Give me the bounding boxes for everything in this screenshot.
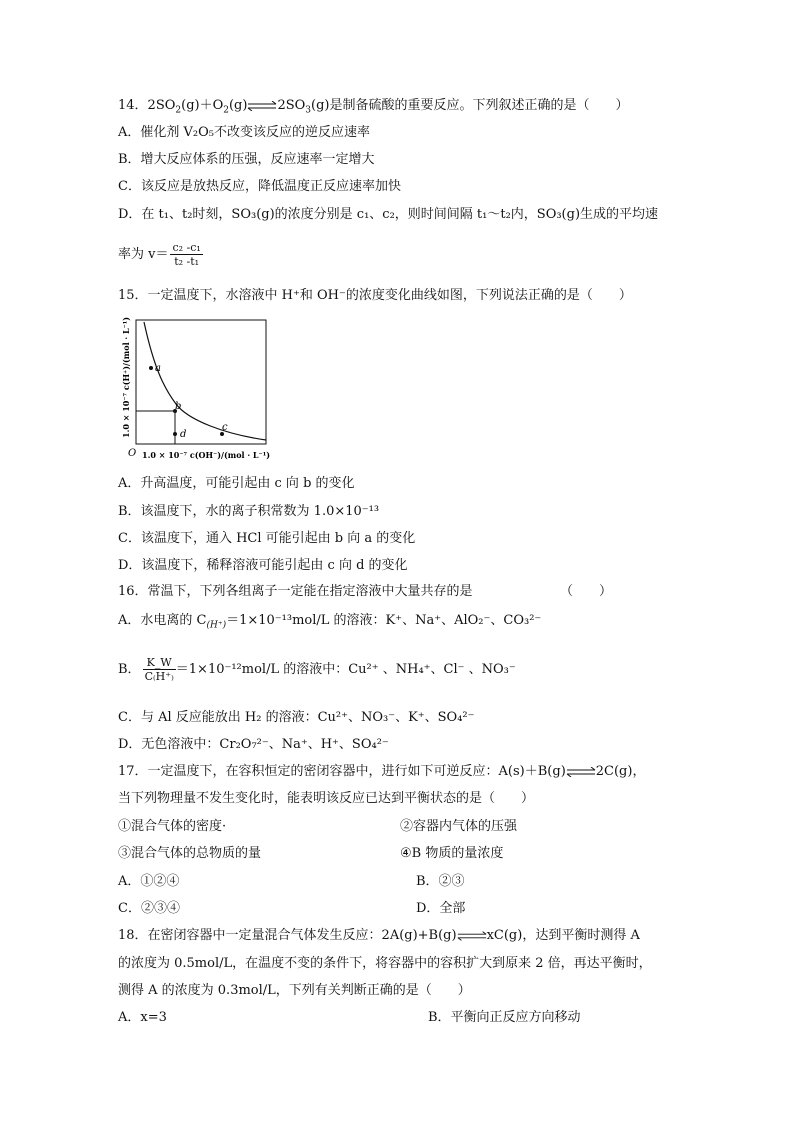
q17-stem-line2: 当下列物理量不发生变化时，能表明该反应已达到平衡状态的是（ ）	[118, 791, 535, 806]
q18-option-a: A．x=3	[118, 1010, 167, 1025]
q15-stem: 15．一定温度下，水溶液中 H⁺和 OH⁻的浓度变化曲线如图，下列说法正确的是（ ）	[118, 288, 632, 303]
q16-option-c: C．与 Al 反应能放出 H₂ 的溶液：Cu²⁺、NO₃⁻、K⁺、SO₄²⁻	[118, 710, 475, 725]
equilibrium-arrow-icon	[247, 101, 277, 111]
point-d-label: d	[180, 429, 187, 440]
q18-stem-line1: 18．在密闭容器中一定量混合气体发生反应：2A(g)+B(g) xC(g)，达到平衡时测得 A	[118, 928, 640, 943]
q15-option-c: C．该温度下，通入 HCl 可能引起由 b 向 a 的变化	[118, 531, 416, 546]
equilibrium-arrow-icon	[566, 767, 596, 777]
q14-option-d: D．在 t₁、t₂时刻，SO₃(g)的浓度分别是 c₁、c₂，则时间间隔 t₁～t₂内，SO₃(g)生成的平均速	[118, 207, 659, 222]
q14-option-d-cont: 率为 v＝ $\frac{\text{c₂ -c₁}}{\text{t₂ -t₁}}$	[118, 241, 201, 268]
q17-option-b: B．②③	[416, 874, 465, 889]
y-axis-label: 1.0 × 10⁻⁷ c(H⁺)/(mol · L⁻¹)	[121, 316, 131, 438]
kw-fraction: $\frac{K\_W}{C_(H^+_)}$	[144, 656, 174, 683]
q17-option-d: D．全部	[416, 901, 466, 916]
q15-option-b: B．该温度下，水的离子积常数为 1.0×10⁻¹³	[118, 504, 380, 519]
q18-stem-line3: 测得 A 的浓度为 0.3mol/L，下列有关判断正确的是（ ）	[118, 983, 471, 998]
origin-label: O	[128, 448, 137, 459]
point-d-marker	[173, 432, 177, 436]
q16-option-b: B． $\frac{K\_W}{C_(H^+_)}$ ＝1×10⁻¹²mol/L 的溶液中：Cu²⁺ 、NH₄⁺、Cl⁻ 、NO₃⁻	[118, 656, 516, 683]
point-a-marker	[149, 366, 153, 370]
q14-option-b: B．增大反应体系的压强，反应速率一定增大	[118, 152, 375, 167]
q17-option-a: A．①②④	[118, 874, 180, 889]
q18-option-b: B．平衡向正反应方向移动	[428, 1010, 581, 1025]
q17-item-1: ①混合气体的密度·	[118, 819, 227, 834]
point-a-label: a	[155, 363, 161, 374]
q17-option-c: C．②③④	[118, 901, 180, 916]
graph-frame	[136, 320, 266, 444]
equilibrium-arrow-icon	[457, 931, 487, 941]
q17-stem-line1: 17．一定温度下，在容积恒定的密闭容器中，进行如下可逆反应：A(s)＋B(g) 2C(g)，	[118, 764, 646, 779]
q14-option-c: C．该反应是放热反应，降低温度正反应速率加快	[118, 179, 401, 194]
q17-item-3: ③混合气体的总物质的量	[118, 846, 262, 861]
q16-option-a: A．水电离的 $C_{(H^+)}=1\times 10^{-13}mol/L$ 的溶液：K⁺、Na⁺、AlO₂⁻、CO₃²⁻	[118, 613, 542, 631]
q15-option-d: D．该温度下，稀释溶液可能引起由 c 向 d 的变化	[118, 558, 408, 573]
q14-stem: 14．$2SO_2(g)+O_2(g)$ $2SO_3(g)$是制备硫酸的重要反应。下列叙述正确的是（ ）	[118, 98, 629, 116]
q16-answer-bracket: （ ）	[560, 584, 613, 599]
q15-option-a: A．升高温度，可能引起由 c 向 b 的变化	[118, 476, 355, 491]
point-b-label: b	[175, 401, 182, 412]
q17-item-2: ②容器内气体的压强	[400, 819, 518, 834]
rate-fraction: $\frac{\text{c₂ -c₁}}{\text{t₂ -t₁}}$	[172, 241, 201, 268]
q17-item-4: ④B 物质的量浓度	[400, 846, 504, 861]
concentration-curve	[144, 322, 266, 440]
q16-stem: 16．常温下，下列各组离子一定能在指定溶液中大量共存的是	[118, 584, 473, 599]
q14-option-a: A．催化剂 V₂O₅不改变该反应的逆反应速率	[118, 125, 370, 140]
water-ionization-graph	[114, 308, 276, 466]
q16-option-d: D．无色溶液中：Cr₂O₇²⁻、Na⁺、H⁺、SO₄²⁻	[118, 737, 389, 752]
point-c-label: c	[222, 422, 228, 433]
x-axis-label: 1.0 × 10⁻⁷ c(OH⁻)/(mol · L⁻¹)	[142, 450, 271, 460]
q18-stem-line2: 的浓度为 0.5mol/L，在温度不变的条件下，将容器中的容积扩大到原来 2 倍，再达平衡时，	[118, 956, 652, 971]
